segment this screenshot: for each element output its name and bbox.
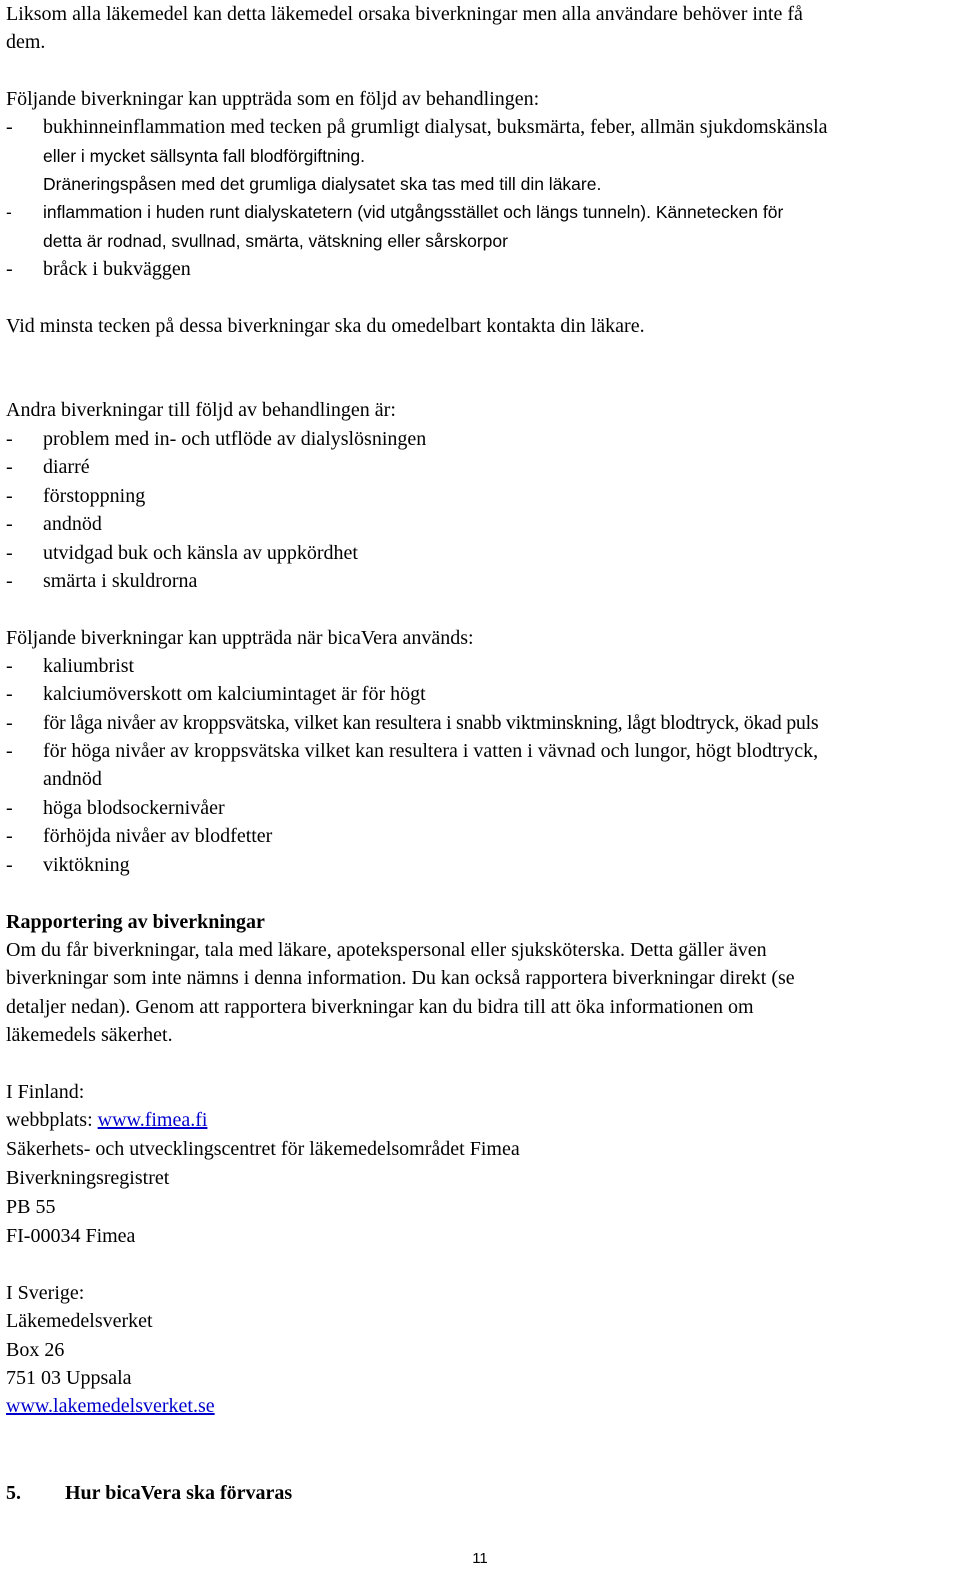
bullet-dash: - xyxy=(6,683,13,705)
intro-line: dem. xyxy=(6,31,46,53)
serious-effects-intro: Följande biverkningar kan uppträda som en följd av behandlingen: xyxy=(6,88,540,110)
address-line: Läkemedelsverket xyxy=(6,1310,153,1332)
bullet-dash: - xyxy=(6,513,13,535)
website-line xyxy=(6,1108,207,1132)
paragraph-line: läkemedels säkerhet. xyxy=(6,1024,173,1046)
fimea-link[interactable]: www.fimea.fi xyxy=(97,1109,208,1131)
paragraph-line: biverkningar som inte nämns i denna information. Du kan också rapportera biverkningar direkt (se xyxy=(6,967,795,989)
bullet-dash: - xyxy=(6,428,13,450)
bullet-dash: - xyxy=(6,655,13,677)
website-line xyxy=(6,1394,215,1418)
paragraph-line: Om du får biverkningar, tala med läkare, apotekspersonal eller sjuksköterska. Detta gäller även xyxy=(6,939,767,961)
bullet-dash: - xyxy=(6,116,13,138)
warning-text: Vid minsta tecken på dessa biverkningar ska du omedelbart kontakta din läkare. xyxy=(6,315,645,337)
bullet-dash: - xyxy=(6,712,13,734)
bullet-dash: - xyxy=(6,825,13,847)
page-number: 11 xyxy=(472,1550,488,1567)
website-label: webbplats: xyxy=(6,1109,98,1131)
bullet-dash: - xyxy=(6,740,13,762)
section-number: 5. xyxy=(6,1482,21,1504)
bullet-dash: - xyxy=(6,542,13,564)
document-page: Liksom alla läkemedel kan detta läkemedel orsaka biverkningar men alla användare behöver inte få dem. Följande biverkningar kan uppträda som en följd av behandlingen: - bukhinneinflammation med tecken på grumligt dialysat, buksmärta, feber, allmän sjukdomskänsla eller i mycket sällsynta fall blodförgiftning. Dräneringspåsen med det grumliga dialysatet ska tas med till din läkare. - inflammation i huden runt dialyskatetern (vid utgångsstället och längs tunneln). Kännetecken för detta är rodnad, svullnad, smärta, vätskning eller sårskorpor - bråck i bukväggen Vid minsta tecken på dessa biverkningar ska du omedelbart kontakta din läkare. Andra biverkningar till följd av behandlingen är: - problem med in- och utflöde av dialyslösningen - diarré - förstoppning - andnöd - utvidgad buk och känsla av uppkördhet - smärta i skuldrorna Följande biverkningar kan uppträda när bicaVera används: - kaliumbrist - kalciumöverskott om kalciumintaget är för högt - för låga nivåer av kroppsvätska, vilket kan resultera i snabb viktminskning, lågt blodtryck, ökad puls - för höga nivåer av kroppsvätska vilket kan resultera i vatten i vävnad och lungor, högt blodtryck, andnöd - höga blodsockernivåer - förhöjda nivåer av blodfetter - viktökning Rapportering av biverkningar Om du får biverkningar, tala med läkare, apotekspersonal eller sjuksköterska. Detta gäller även biverkningar som inte nämns i denna information. Du kan också rapportera biverkningar direkt (se detaljer nedan). Genom att rapportera biverkningar kan du bidra till att öka informationen om läkemedels säkerhet. I Finland: webbplats: www.fimea.fi Säkerhets- och utvecklingscentret för läkemedelsområdet Fimea Biverkningsregistret PB 55 FI-00034 Fimea I Sverige: Läkemedelsverket Box 26 751 03 Uppsala www.lakemedelsverket.se 5. Hur bicaVera ska förvaras 11 xyxy=(0,0,960,1575)
bullet-dash: - xyxy=(6,202,12,222)
lakemedelsverket-link[interactable]: www.lakemedelsverket.se xyxy=(6,1395,215,1417)
bullet-dash: - xyxy=(6,258,13,280)
address-line: Säkerhets- och utvecklingscentret för läkemedelsområdet Fimea xyxy=(6,1138,520,1160)
address-line: Box 26 xyxy=(6,1339,65,1361)
address-line: PB 55 xyxy=(6,1196,56,1218)
country-heading: I Sverige: xyxy=(6,1282,85,1304)
country-heading: I Finland: xyxy=(6,1081,85,1103)
bullet-dash: - xyxy=(6,570,13,592)
bullet-dash: - xyxy=(6,456,13,478)
bicavera-effects-intro: Följande biverkningar kan uppträda när bicaVera används: xyxy=(6,627,474,649)
address-line: Biverkningsregistret xyxy=(6,1167,170,1189)
other-effects-intro: Andra biverkningar till följd av behandlingen är: xyxy=(6,399,396,421)
bullet-dash: - xyxy=(6,485,13,507)
bullet-dash: - xyxy=(6,797,13,819)
address-line: 751 03 Uppsala xyxy=(6,1367,132,1389)
section-title: Hur bicaVera ska förvaras xyxy=(65,1482,293,1504)
section-heading xyxy=(6,1481,293,1505)
paragraph-line: detaljer nedan). Genom att rapportera biverkningar kan du bidra till att öka informationen om xyxy=(6,996,754,1018)
address-line: FI-00034 Fimea xyxy=(6,1225,136,1247)
bullet-dash: - xyxy=(6,854,13,876)
intro-line: Liksom alla läkemedel kan detta läkemedel orsaka biverkningar men alla användare behöver inte få xyxy=(6,3,803,25)
section-heading: Rapportering av biverkningar xyxy=(6,911,265,933)
